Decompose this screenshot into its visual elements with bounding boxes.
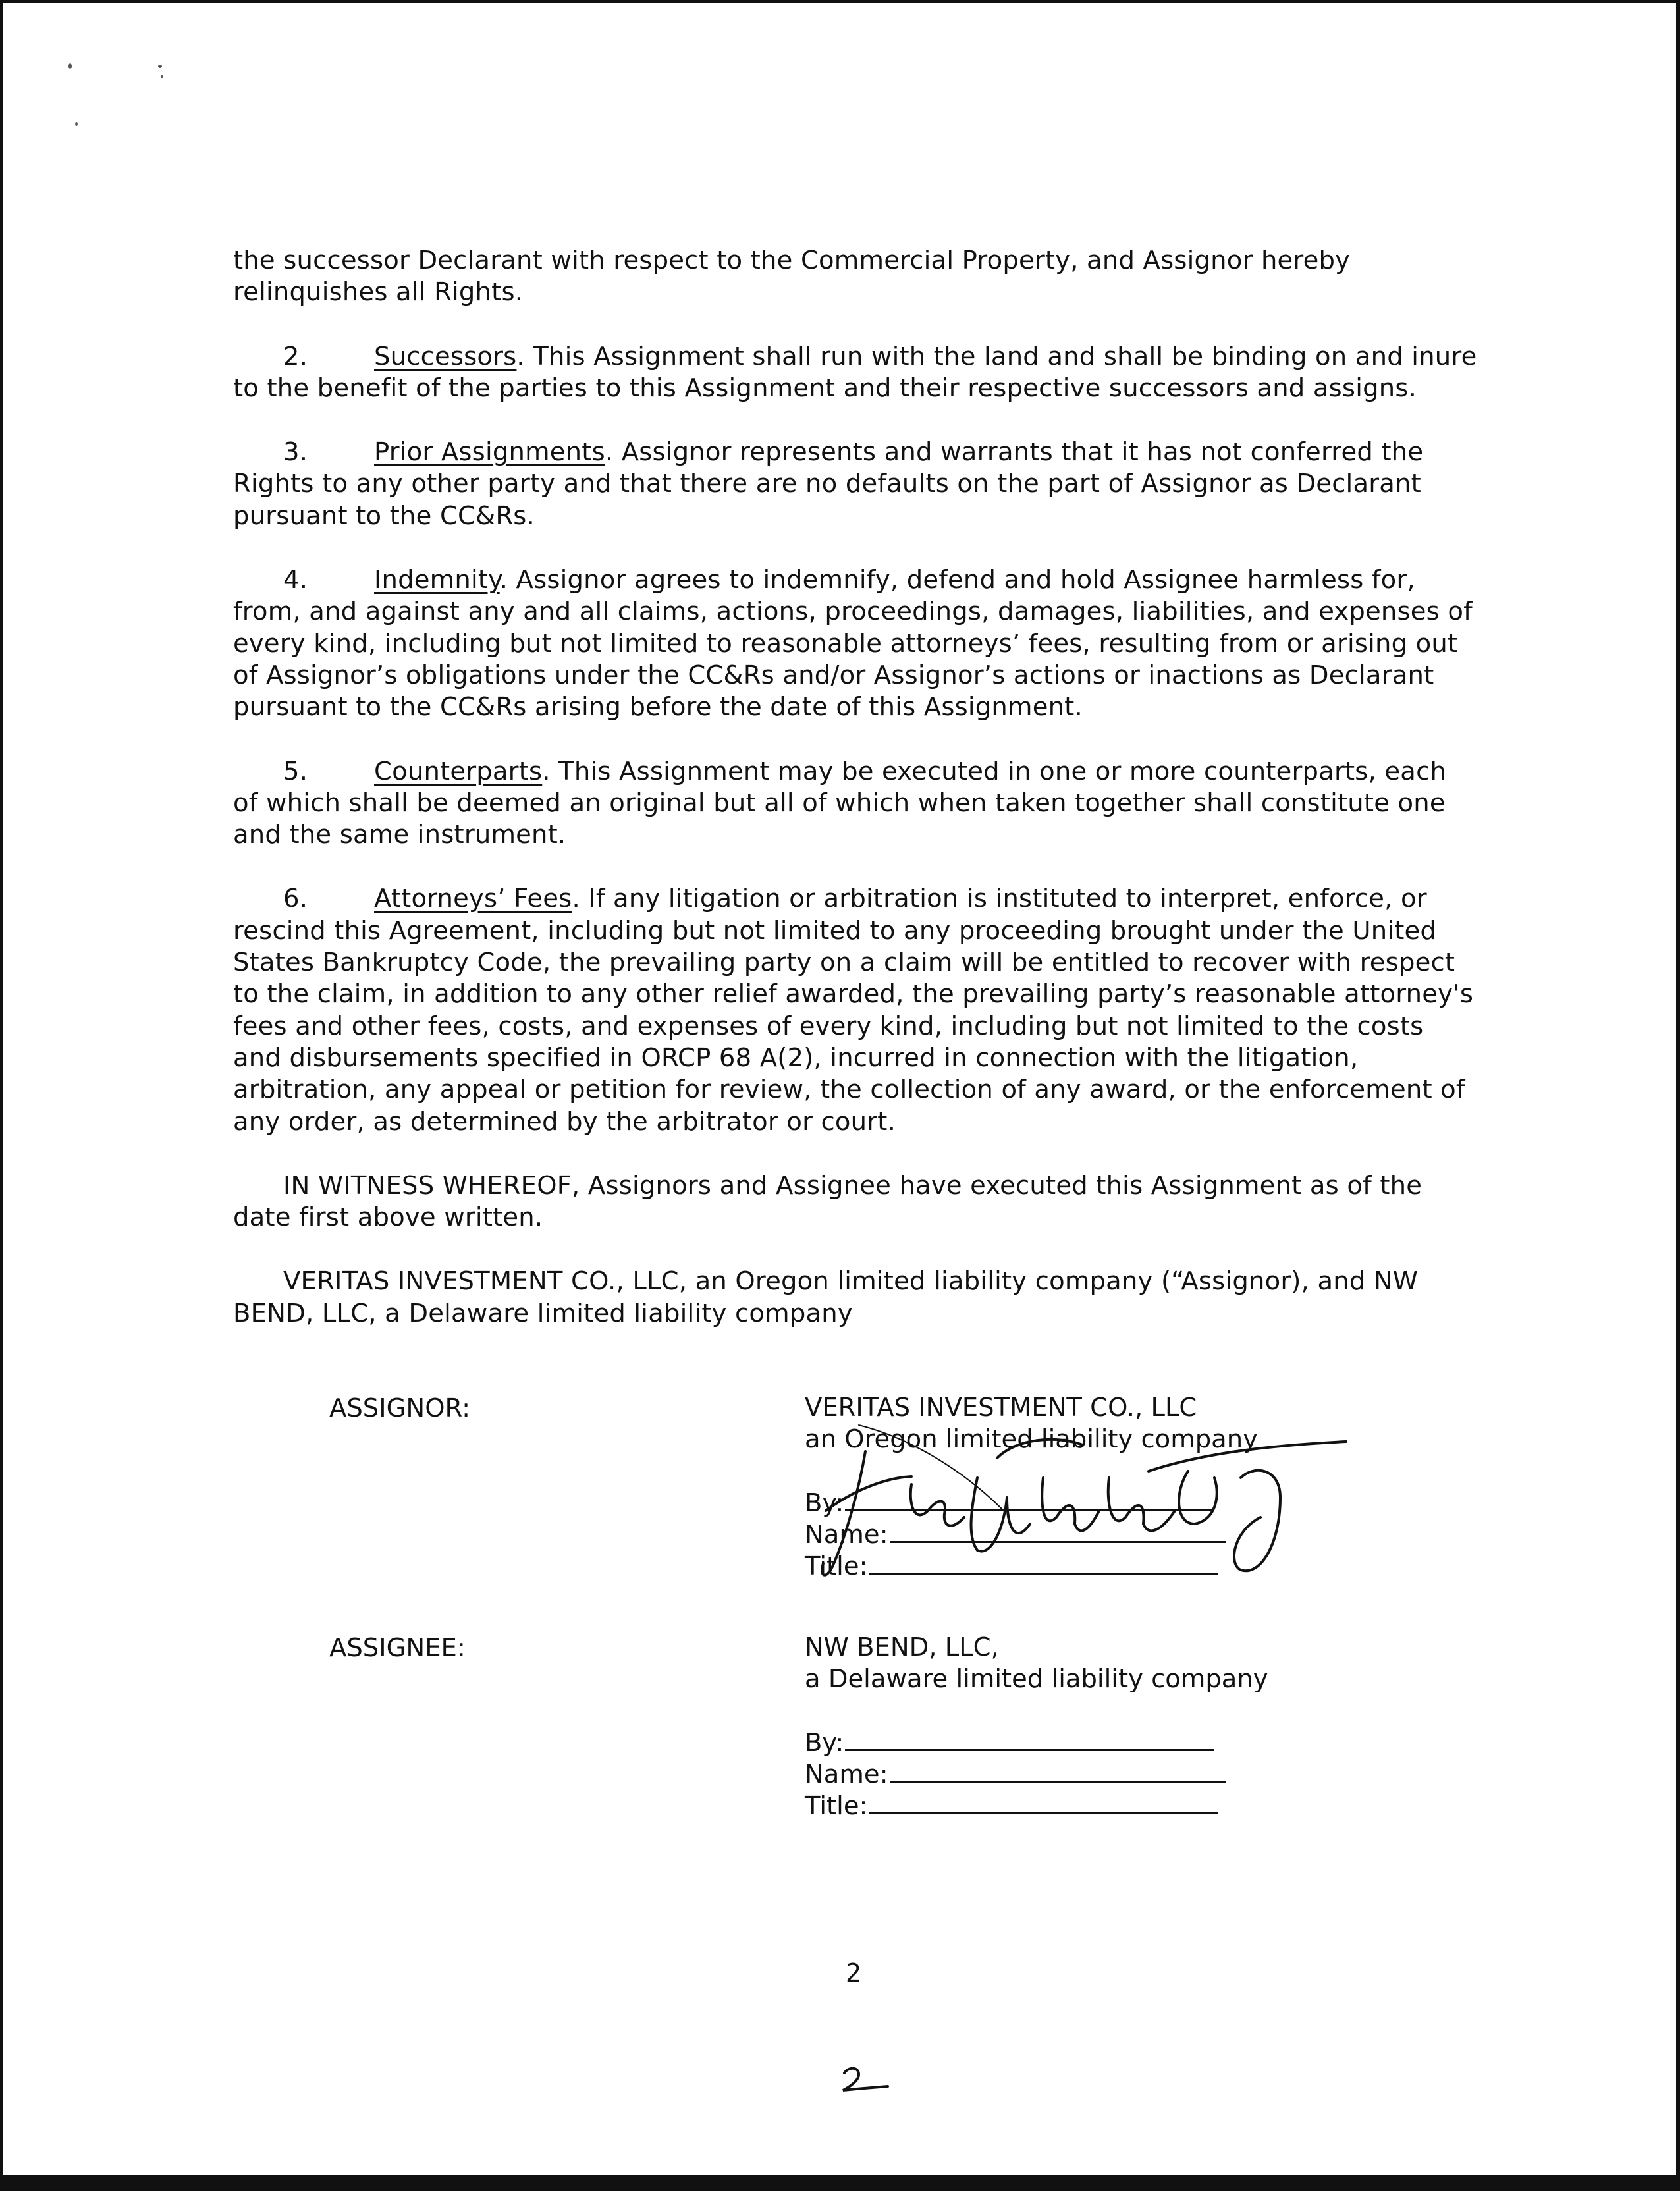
- assignor-description: an Oregon limited liability company: [805, 1424, 1258, 1454]
- assignor-name-line: [890, 1519, 1226, 1543]
- assignor-title-line: [869, 1550, 1218, 1575]
- section-number: 5.: [283, 756, 308, 786]
- assignee-by-line: [845, 1727, 1214, 1751]
- assignee-name-row: [805, 1758, 1397, 1790]
- assignor-signature-block: [805, 1392, 1397, 1582]
- assignor-by-row: [805, 1487, 1397, 1519]
- section-number: 3.: [283, 437, 308, 468]
- section-heading: Indemnity: [374, 565, 500, 595]
- scan-speck: [75, 122, 78, 126]
- assignor-by-line: [845, 1487, 1214, 1511]
- continuation-paragraph: the successor Declarant with respect to the Commercial Property, and Assignor hereby relinquishes all Rights.: [233, 246, 1351, 308]
- section-heading: Prior Assignments: [374, 437, 605, 468]
- parties-text: VERITAS INVESTMENT CO., LLC, an Oregon limited liability company (“Assignor), and NW BEND, LLC, a Delaware limited liability company: [233, 1266, 1419, 1328]
- section-prior-assignments: [233, 437, 1478, 532]
- section-text: . Assignor agrees to indemnify, defend and hold Assignee harmless for, from, and against any and all claims, actions, proceedings, damages, liabilities, and expenses of every kind, including but not limited to reasonable attorneys’ fees, resulting from or arising out of Assignor’s obligations under the CC&Rs and/or Assignor’s actions or inactions as Declarant pursuant to the CC&Rs arising before the date of this Assignment.: [233, 565, 1473, 722]
- document-body: [233, 245, 1478, 1362]
- assignee-signature-block: [805, 1632, 1397, 1822]
- witness-paragraph: [233, 1170, 1478, 1234]
- assignor-company: VERITAS INVESTMENT CO., LLC: [805, 1393, 1197, 1422]
- page-number: 2: [846, 1959, 862, 1988]
- assignee-name-line: [890, 1758, 1226, 1783]
- assignor-name-row: [805, 1519, 1397, 1550]
- assignee-name-label: Name:: [805, 1760, 888, 1789]
- section-number: 6.: [283, 884, 308, 914]
- section-text: . This Assignment shall run with the land and shall be binding on and inure to the benefit of the parties to this Assignment and their respective successors and assigns.: [233, 341, 1477, 403]
- assignor-label: ASSIGNOR:: [329, 1393, 471, 1423]
- assignor-by-label: By:: [805, 1488, 844, 1518]
- section-counterparts: [233, 756, 1478, 852]
- section-successors: [233, 341, 1478, 405]
- section-text: . If any litigation or arbitration is instituted to interpret, enforce, or rescind this Agreement, including but not limited to any proceeding brought under the United States Bankruptcy Code, the prevailing party on a claim will be entitled to recover with respect to the claim, in addition to any other relief awarded, the prevailing party’s reasonable attorney's fees and other fees, costs, and expenses of every kind, including but not limited to the costs and disbursements specified in ORCP 68 A(2), incurred in connection with the litigation, arbitration, any appeal or petition for review, the collection of any award, or the enforcement of any order, as determined by the arbitrator or court.: [233, 884, 1474, 1137]
- assignee-label: ASSIGNEE:: [329, 1633, 466, 1663]
- witness-text: IN WITNESS WHEREOF, Assignors and Assignee have executed this Assignment as of the date first above written.: [233, 1170, 1423, 1233]
- section-indemnity: [233, 564, 1478, 723]
- assignee-title-row: [805, 1790, 1397, 1822]
- assignee-company: NW BEND, LLC,: [805, 1633, 999, 1662]
- assignor-name-label: Name:: [805, 1520, 888, 1550]
- scan-speck: [161, 75, 163, 78]
- section-heading: Successors: [374, 341, 517, 371]
- scan-speck: [158, 65, 162, 68]
- scan-speck: [68, 63, 72, 69]
- section-heading: Counterparts: [374, 756, 543, 786]
- section-heading: Attorneys’ Fees: [374, 884, 572, 914]
- assignee-title-line: [869, 1790, 1218, 1814]
- assignee-by-row: [805, 1727, 1397, 1758]
- section-number: 4.: [283, 565, 308, 595]
- assignee-title-label: Title:: [805, 1791, 868, 1821]
- parties-paragraph: [233, 1266, 1478, 1330]
- section-text: . This Assignment may be executed in one or more counterparts, each of which shall be deemed an original but all of which when taken together shall constitute one and the same instrument.: [233, 756, 1447, 850]
- section-number: 2.: [283, 341, 308, 371]
- assignor-title-row: [805, 1550, 1397, 1582]
- handwritten-page-mark: [839, 2064, 892, 2097]
- assignor-title-label: Title:: [805, 1552, 868, 1581]
- assignee-by-label: By:: [805, 1728, 844, 1758]
- section-attorneys-fees: [233, 883, 1478, 1137]
- assignee-description: a Delaware limited liability company: [805, 1664, 1268, 1694]
- section-text: . Assignor represents and warrants that it has not conferred the Rights to any other party and that there are no defaults on the part of Assignor as Declarant pursuant to the CC&Rs.: [233, 437, 1424, 531]
